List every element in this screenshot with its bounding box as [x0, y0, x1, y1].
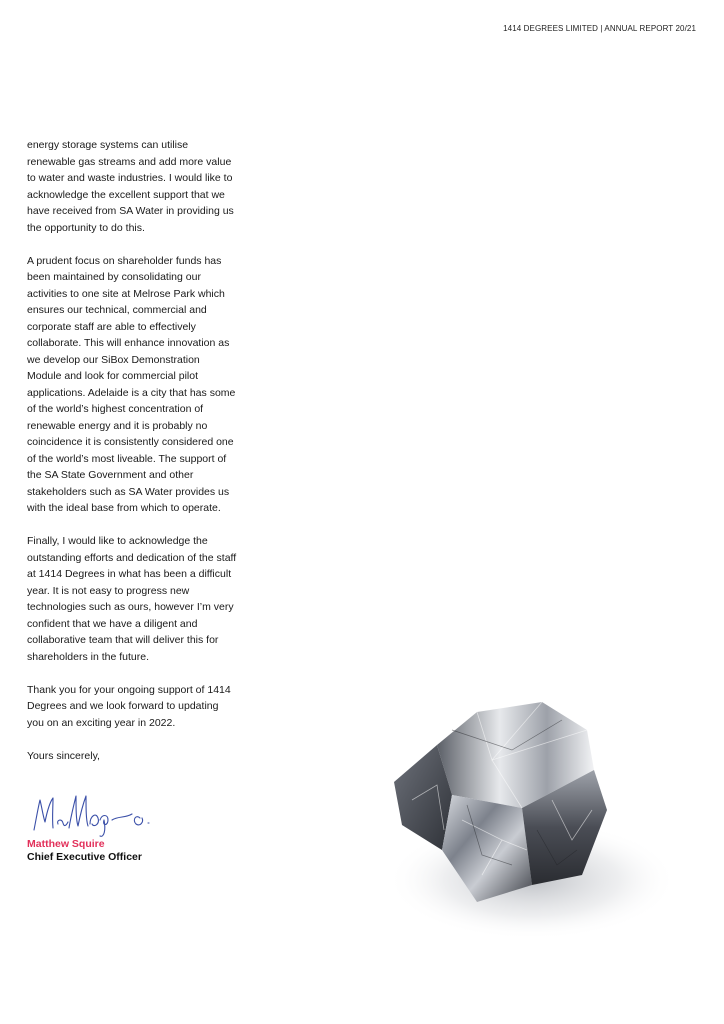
silicon-rock-image	[382, 690, 682, 950]
letter-closing: Yours sincerely,	[27, 749, 100, 762]
paragraph-staff-acknowledgement: Finally, I would like to acknowledge the outstanding efforts and dedication of the staff at 1414 Degrees in what has been a difficult year. It is not easy to progress new technologies such as ours, however I’m very confident that we have a diligent and collaborative team that will deliver this for shareholders in the future.	[27, 535, 237, 663]
running-header: 1414 DEGREES LIMITED | ANNUAL REPORT 20/21	[503, 24, 696, 33]
paragraph-support-sa-water: energy storage systems can utilise renewable gas streams and add more value to water and waste industries. I would like to acknowledge the excellent support that we have received from SA Water in providing us the opportunity to do this.	[27, 139, 234, 234]
paragraph-shareholder-funds: A prudent focus on shareholder funds has been maintained by consolidating our activities to one site at Melrose Park which ensures our technical, commercial and corporate staff are able to effectively collaborate. This will enhance innovation as we develop our SiBox Demonstration Module and look for commercial pilot applications. Adelaide is a city that has some of the world’s highest concentration of renewable energy and it is probably no coincidence it is consistently considered one of the world’s most liveable. The support of the SA State Government and other stakeholders such as SA Water provides us with the ideal base from which to operate.	[27, 254, 236, 514]
signatory-name: Matthew Squire	[27, 838, 105, 850]
signatory-title: Chief Executive Officer	[27, 851, 142, 863]
letter-body	[27, 137, 237, 781]
paragraph-thank-you: Thank you for your ongoing support of 1414 Degrees and we look forward to updating you on an exciting year in 2022.	[27, 683, 231, 729]
handwritten-signature	[28, 790, 163, 840]
